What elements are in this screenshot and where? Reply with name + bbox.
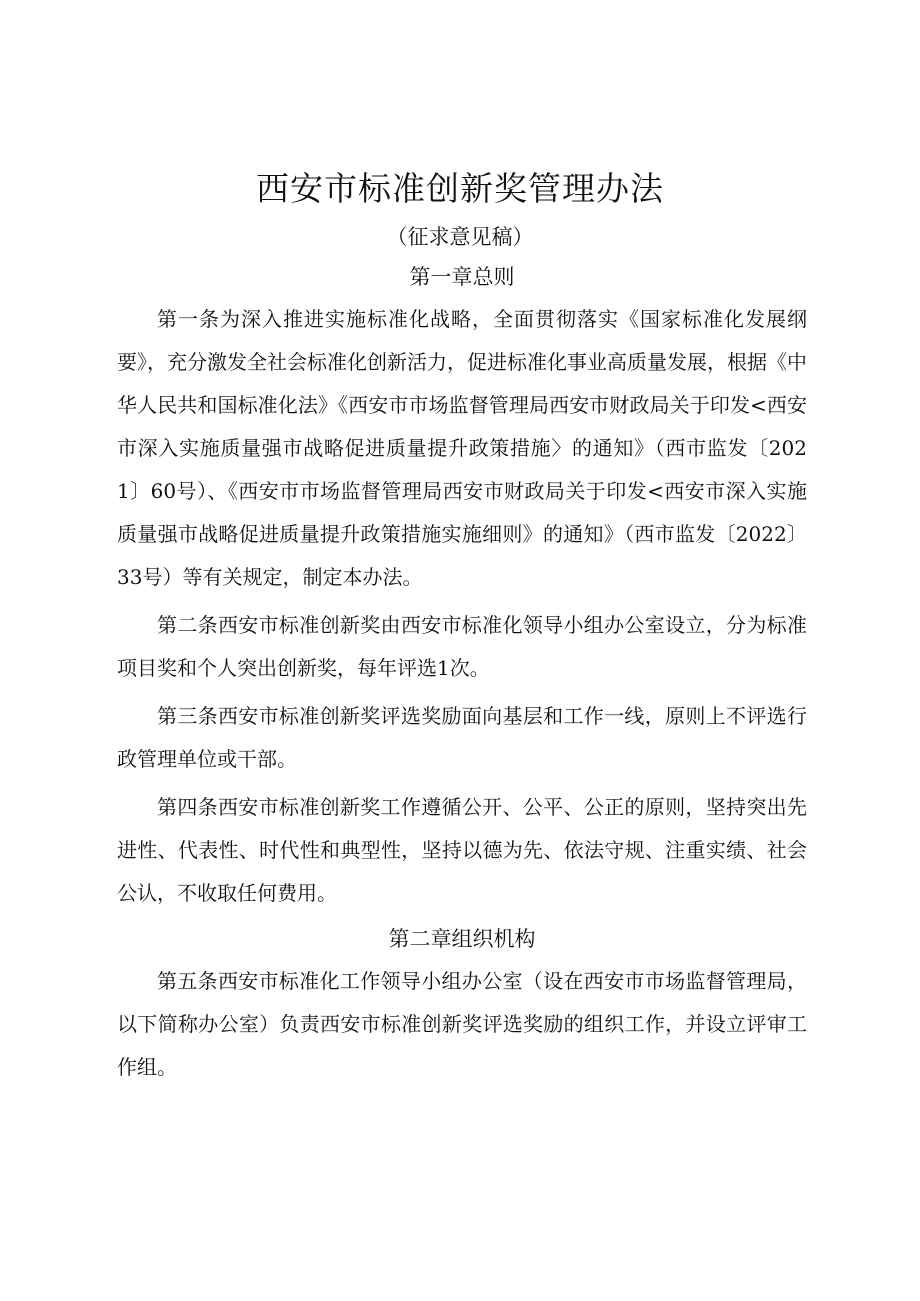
- article-paragraph: 第五条西安市标准化工作领导小组办公室（设在西安市市场监督管理局，以下简称办公室）负责西安市标准创新奖评选奖励的组织工作，并设立评审工作组。: [117, 969, 807, 1079]
- article-paragraph: 第二条西安市标准创新奖由西安市标准化领导小组办公室设立，分为标准项目奖和个人突出创新奖，每年评选1次。: [117, 613, 807, 680]
- chapter-heading: 第一章总则: [409, 265, 515, 289]
- document-body: [117, 258, 807, 1094]
- article-paragraph: 第一条为深入推进实施标准化战略，全面贯彻落实《国家标准化发展纲要》，充分激发全社会标准化创新活力，促进标准化事业高质量发展，根据《中华人民共和国标准化法》《西安市市场监督管理局西安市财政局关于印发<西安市深入实施质量强市战略促进质量提升政策措施〉的通知》（西市监发〔2021〕60号）、《西安市市场监督管理局西安市财政局关于印发<西安市深入实施质量强市战略促进质量提升政策措施实施细则》的通知》（西市监发〔2022〕33号）等有关规定，制定本办法。: [117, 307, 807, 589]
- document-title: 西安市标准创新奖管理办法: [256, 169, 664, 208]
- document-subtitle: （征求意见稿）: [386, 225, 534, 249]
- article-paragraph: 第三条西安市标准创新奖评选奖励面向基层和工作一线，原则上不评选行政管理单位或干部。: [117, 704, 807, 771]
- article-paragraph: 第四条西安市标准创新奖工作遵循公开、公平、公正的原则，坚持突出先进性、代表性、时代性和典型性，坚持以德为先、依法守规、注重实绩、社会公认，不收取任何费用。: [117, 795, 807, 905]
- chapter-heading: 第二章组织机构: [388, 927, 536, 951]
